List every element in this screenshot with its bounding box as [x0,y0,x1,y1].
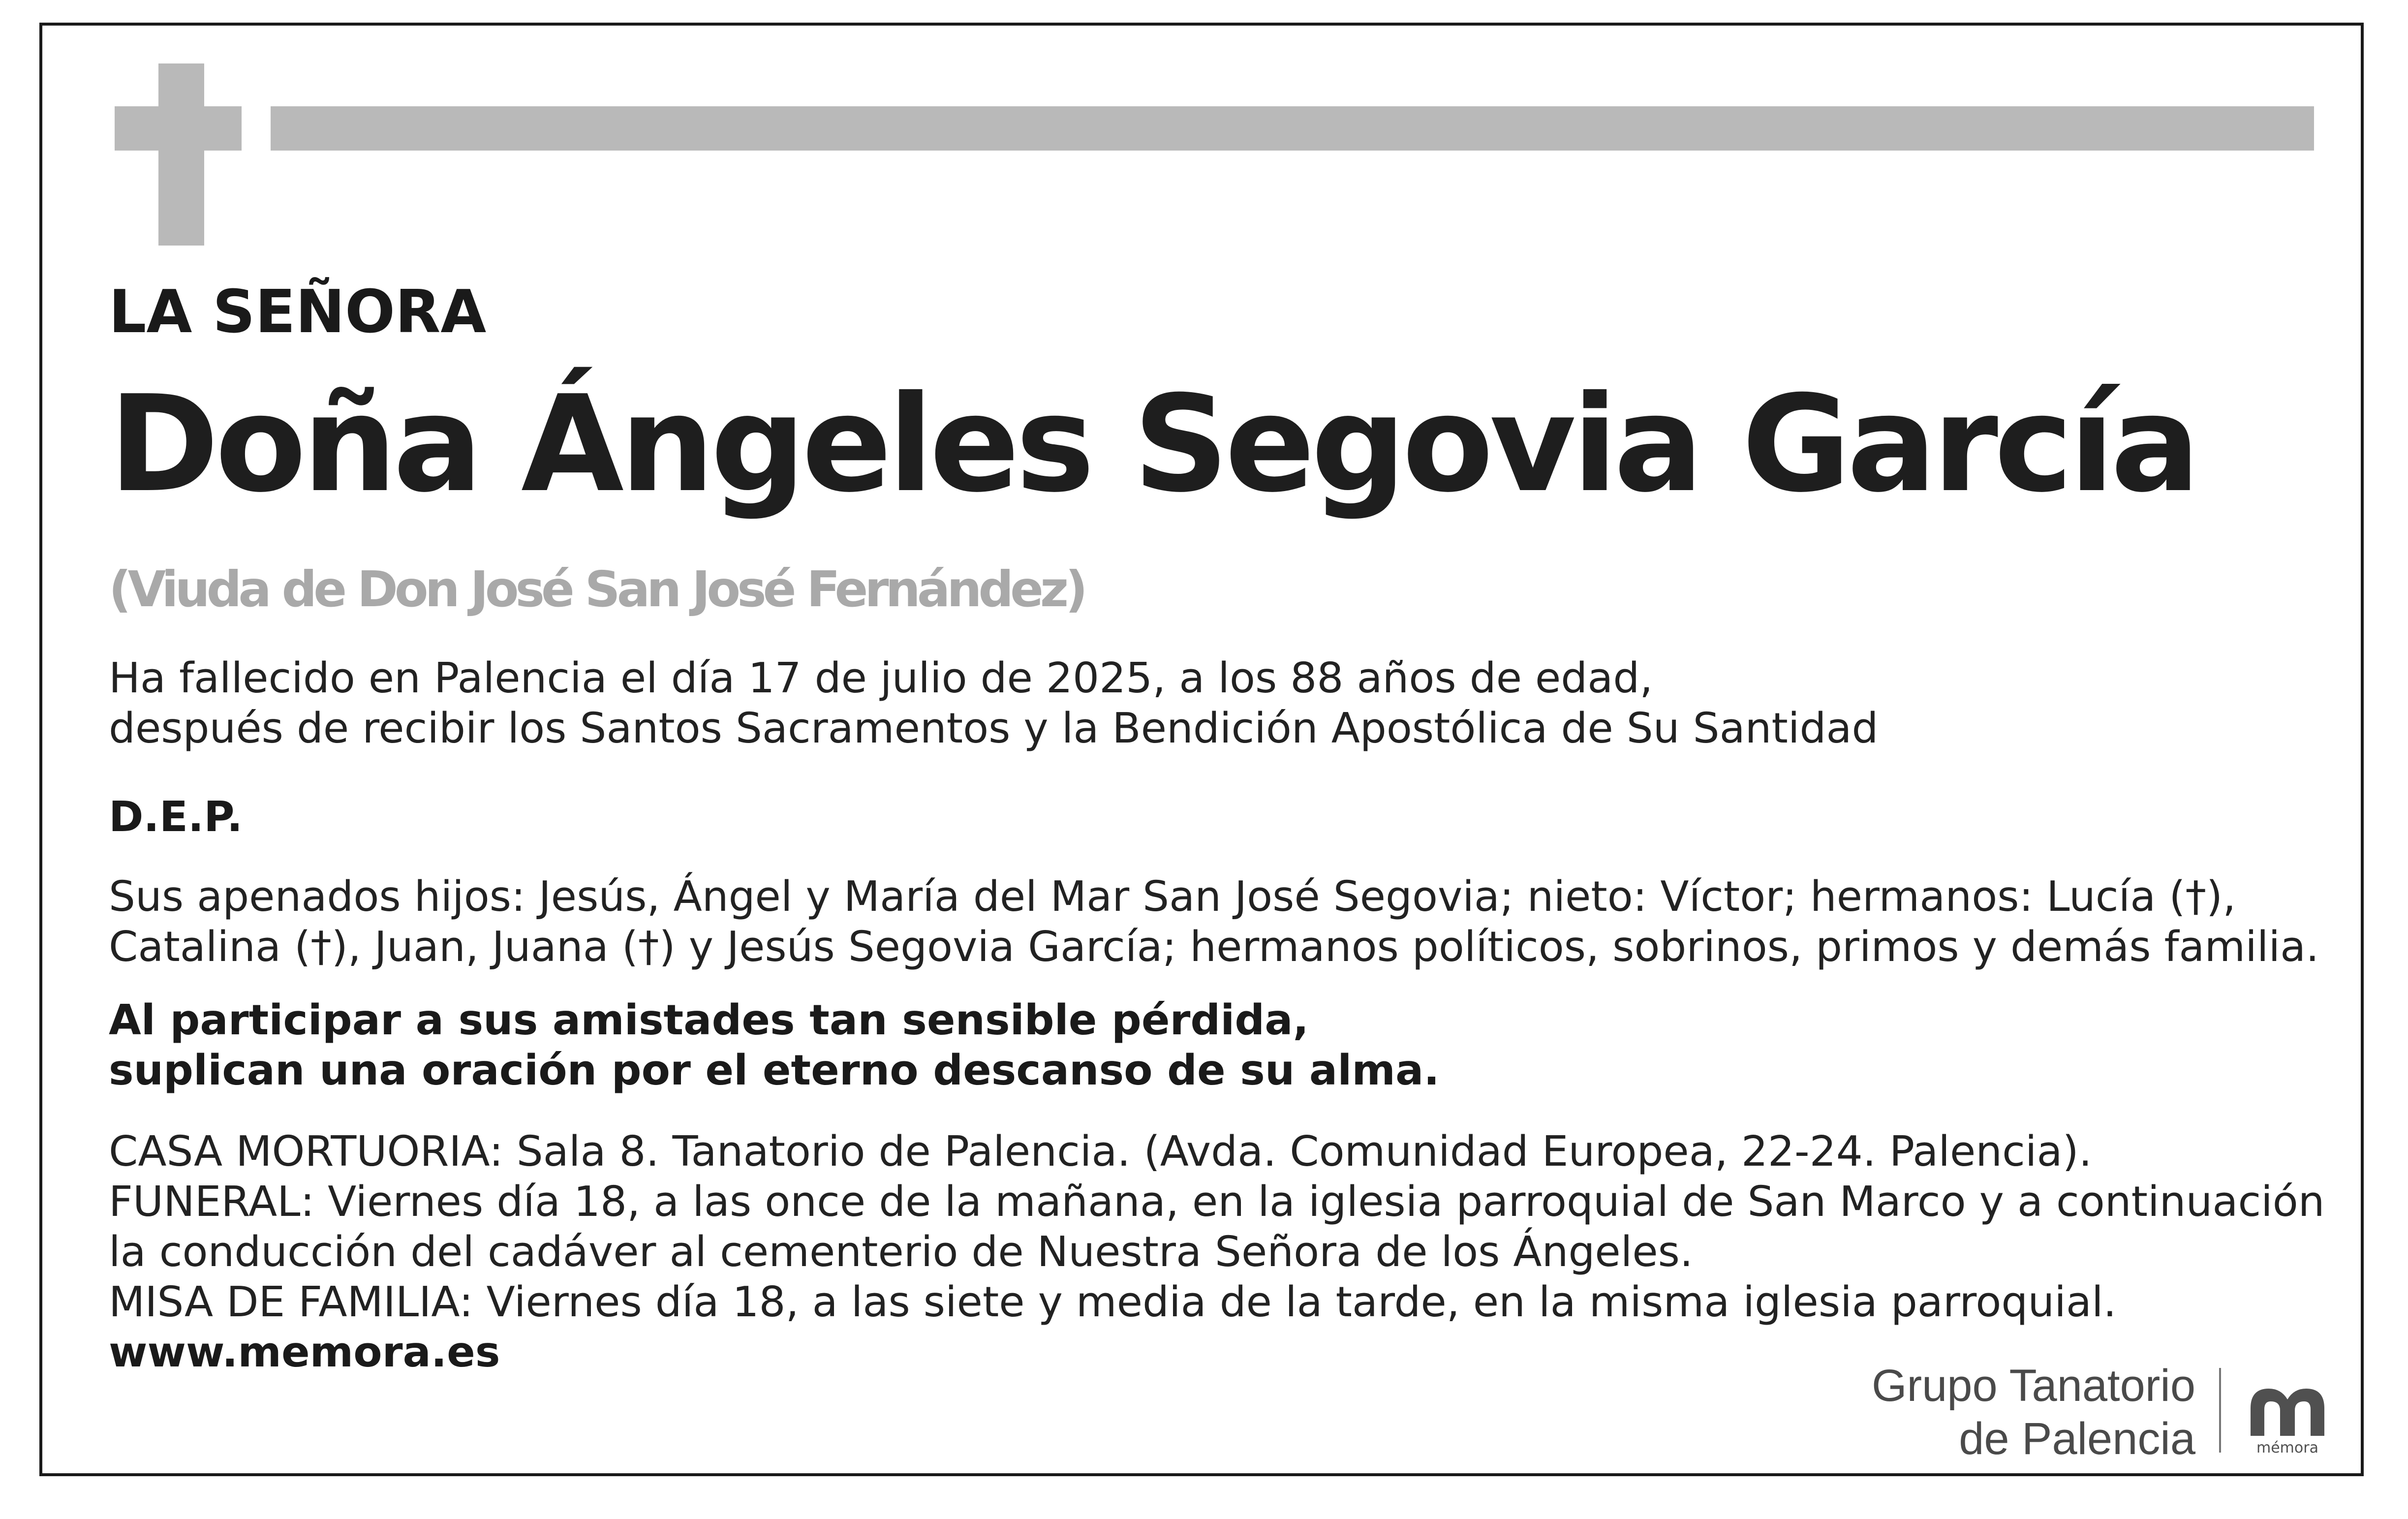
memora-logo-icon [2242,1383,2333,1457]
death-line-1: Ha fallecido en Palencia el día 17 de julio de 2025, a los 88 años de edad, [109,654,1653,703]
notice-prefix: LA SEÑORA [109,278,487,346]
cross-icon-vertical [158,63,204,246]
funeral-home-name [1872,1359,2195,1465]
family-paragraph [109,872,2319,972]
info-line-4: MISA DE FAMILIA: Viernes día 18, a las siete y media de la tarde, en la misma iglesia parroquial. [109,1278,2117,1327]
widow-subtitle: (Viuda de Don José San José Fernández) [109,560,1084,618]
info-line-1: CASA MORTUORIA: Sala 8. Tanatorio de Palencia. (Avda. Comunidad Europea, 22-24. Palencia). [109,1127,2092,1176]
company-line-1: Grupo Tanatorio [1871,1361,2195,1411]
family-line-2: Catalina (†), Juan, Juana (†) y Jesús Segovia García; hermanos políticos, sobrinos, primos y demás familia. [109,923,2319,971]
death-line-2: después de recibir los Santos Sacramentos y la Bendición Apostólica de Su Santidad [109,704,1879,753]
dep-label: D.E.P. [109,793,243,841]
info-line-2: FUNERAL: Viernes día 18, a las once de la mañana, en la iglesia parroquial de San Marco y a continuación [109,1178,2325,1226]
cross-icon-horizontal [115,106,242,151]
company-line-2: de Palencia [1959,1414,2195,1464]
svg-text:mémora: mémora [2256,1439,2318,1457]
funeral-info [109,1127,2325,1378]
logo-divider [2219,1368,2221,1453]
death-paragraph [109,653,1878,754]
info-line-3: la conducción del cadáver al cementerio de Nuestra Señora de los Ángeles. [109,1228,1693,1276]
prayer-paragraph [109,995,1440,1096]
prayer-line-2: suplican una oración por el eterno descanso de su alma. [109,1046,1440,1095]
deceased-name: Doña Ángeles Segovia García [109,367,2196,522]
header-bar [271,106,2314,151]
website-link[interactable]: www.memora.es [109,1328,500,1377]
prayer-line-1: Al participar a sus amistades tan sensible pérdida, [109,996,1309,1045]
family-line-1: Sus apenados hijos: Jesús, Ángel y María del Mar San José Segovia; nieto: Víctor; hermanos: Lucía (†), [109,872,2236,921]
